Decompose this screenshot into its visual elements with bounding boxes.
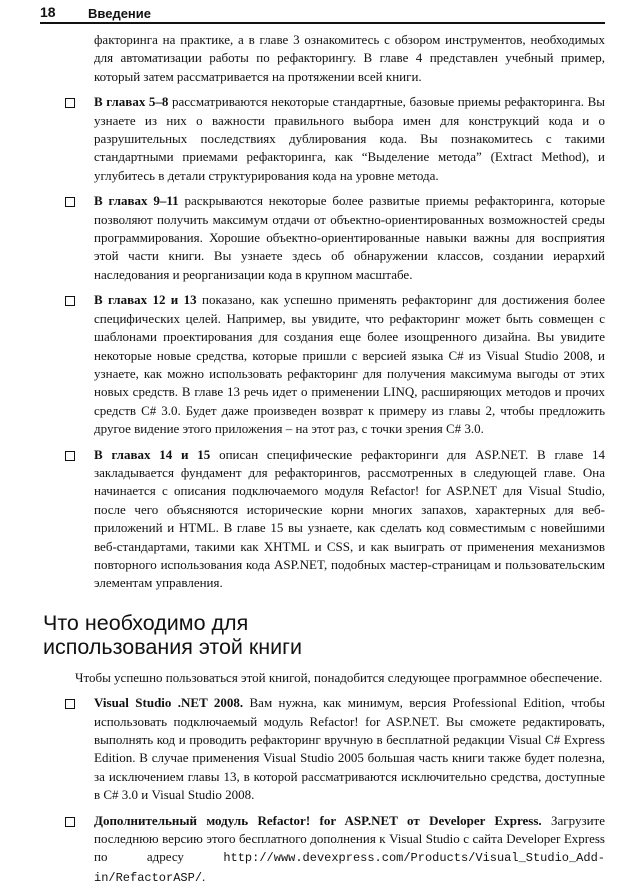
requirements-list xyxy=(43,694,605,887)
checkbox-bullet-icon xyxy=(65,699,75,709)
list-item-lead: Дополнительный модуль Refactor! for ASP.NET от Developer Express. xyxy=(94,812,542,828)
list-item-body: Загрузите последнюю версию этого бесплатного дополнения к Visual Studio с сайта Developer Express по адресу xyxy=(94,812,605,865)
list-item-text xyxy=(94,812,605,887)
section-heading xyxy=(43,611,605,659)
list-item-lead: В главах 5–8 xyxy=(94,94,169,110)
checkbox-bullet-icon xyxy=(65,451,75,461)
list-item-body: Вам нужна, как минимум, версия Professional Edition, чтобы использовать подключаемый модуль Refactor! for ASP.NET. Вы сможете редактировать, выполнять код и проводить рефакторинг вручную в бесплатной редакции Visual C# Express Edition. В случае применения Visual Studio 2005 большая часть книги также будет полезна, за исключением главы 13, в которой рассматриваются исключительно средства, доступные в C# 3.0 и Visual Studio 2008. xyxy=(94,695,606,803)
section-heading-line2: использования этой книги xyxy=(43,634,303,659)
list-item-body: показано, как успешно применять рефакторинг для достижения более специфических целей. Например, вы увидите, что рефакторинг может быть совмещен с шаблонами проектирования для создания еще более изощренного дизайна. Вы увидите некоторые новые средства, которые пришли с версией языка C# из Visual Studio 2008, и узнаете, как можно использовать рефакторинг для получения максимума выгоды от этих новых средств. В главе 13 речь идет о применении LINQ, расширяющих методов и прочих средств C# 3.0. Будет даже произведен возврат к примеру из главы 2, чтобы предложить другое видение этого приложения – на этот раз, с точки зрения C# 3.0. xyxy=(94,292,605,437)
list-item-text xyxy=(94,93,605,185)
section-intro: Чтобы успешно пользоваться этой книгой, понадобится следующее программное обеспечение. xyxy=(75,669,603,685)
list-item-text xyxy=(94,192,605,284)
page-header xyxy=(40,4,605,24)
list-item-lead: В главах 12 и 13 xyxy=(94,292,197,308)
list-item-tail: . xyxy=(202,868,206,884)
list-item-text xyxy=(94,291,605,438)
download-url: http://www.devexpress.com/Products/Visual_Studio_Add-in/RefactorASP/ xyxy=(94,851,605,885)
list-item-lead: В главах 9–11 xyxy=(94,193,179,209)
chapter-list xyxy=(43,93,605,593)
list-item-body: описан специфические рефакторинги для ASP.NET. В главе 14 закладывается фундамент для рефакторингов, рассмотренных в следующей главе. Она начинается с описания подключаемого модуля Refactor! for ASP.NET для Visual Studio, после чего объясняются исторические корни многих запахов, характерных для веб-приложений и HTML. В главе 15 вы узнаете, как сделать код совместимым с новейшими веб-стандартами, такими как XHTML и CSS, и как выиграть от применения механизмов повторного использования кода ASP.NET, подобных мастер-страницам и пользовательским элементам управления. xyxy=(94,446,606,591)
running-title: Введение xyxy=(88,6,151,21)
list-item xyxy=(43,291,605,438)
list-item-text xyxy=(94,446,605,593)
page-number: 18 xyxy=(40,4,56,20)
list-item-text xyxy=(94,694,605,804)
list-item xyxy=(43,694,605,804)
page-content xyxy=(43,31,605,887)
list-item xyxy=(43,446,605,593)
intro-paragraph: факторинга на практике, а в главе 3 ознакомитесь с обзором инструментов, необходимых для автоматизации работы по рефакторингу. В главе 4 представлен учебный пример, который затем рассматривается на протяжении всей книги. xyxy=(94,32,605,84)
list-item xyxy=(43,93,605,185)
list-item-lead: В главах 14 и 15 xyxy=(94,446,211,462)
checkbox-bullet-icon xyxy=(65,817,75,827)
checkbox-bullet-icon xyxy=(65,197,75,207)
list-item-body: рассматриваются некоторые стандартные, базовые приемы рефакторинга. Вы узнаете из них о важности правильного выбора имен для конструкций кода и о разрушительных последствиях дублирования кода. Вы познакомитесь с такими стандартными приемами рефакторинга, как “Выделение метода” (Extract Method), и углубитесь в детали структурирования кода на уровне метода. xyxy=(94,94,605,183)
list-item xyxy=(43,812,605,887)
checkbox-bullet-icon xyxy=(65,98,75,108)
list-item-body: раскрываются некоторые более развитые приемы рефакторинга, которые позволяют получить максимум отдачи от объектно-ориентированных возможностей среды программирования. Хорошие объектно-ориентированные навыки важны для восприятия этой части книги. Вы узнаете здесь об обнаружении классов, создании иерархий наследования и реорганизации кода в крупном масштабе. xyxy=(94,193,605,282)
list-item-lead: Visual Studio .NET 2008. xyxy=(94,695,244,711)
list-item xyxy=(43,192,605,284)
checkbox-bullet-icon xyxy=(65,296,75,306)
section-heading-line1: Что необходимо для xyxy=(43,610,249,635)
